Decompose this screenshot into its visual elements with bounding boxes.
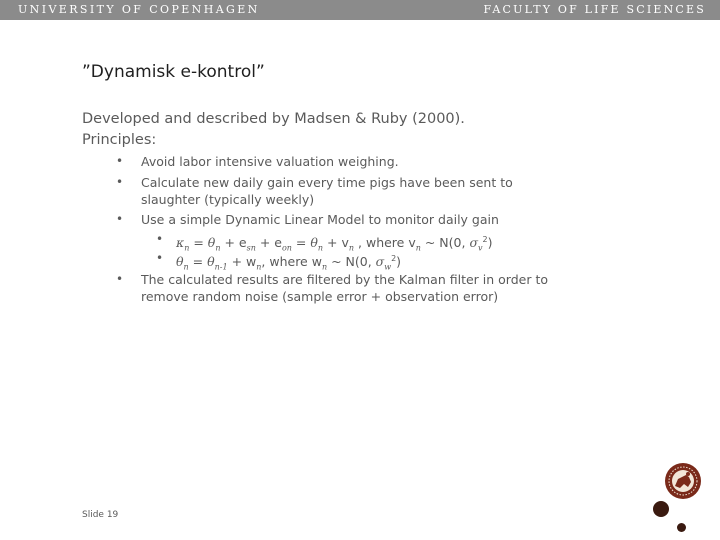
sub-bullet-marker: •	[156, 251, 164, 265]
bullet-marker: •	[116, 154, 124, 168]
slide-number: Slide 19	[82, 510, 119, 520]
bullet-item-continued: slaughter (typically weekly)	[141, 192, 315, 207]
bullet-item: The calculated results are filtered by the Kalman filter in order to	[141, 272, 549, 287]
slide-title: ”Dynamisk e-kontrol”	[82, 62, 265, 82]
header-bar	[0, 0, 720, 20]
intro-text	[82, 109, 465, 151]
university-seal-logo	[664, 462, 702, 500]
bullet-marker: •	[116, 175, 124, 189]
bullet-marker: •	[116, 212, 124, 226]
bullet-item: Avoid labor intensive valuation weighing.	[141, 154, 399, 169]
bullet-item: Calculate new daily gain every time pigs have been sent to	[141, 175, 513, 190]
university-name: UNIVERSITY OF COPENHAGEN	[18, 3, 260, 16]
bullet-item-continued: remove random noise (sample error + observation error)	[141, 289, 499, 304]
bullet-marker: •	[116, 272, 124, 286]
decorative-dot	[653, 501, 669, 517]
intro-line: Principles:	[82, 132, 157, 148]
model-equation-observation: $\kappa_n = \theta_n + e_{sn} + e_{on} = \theta_n + v_n$ , where $v_n$ ~ N(0, $\sigma_v^2$)	[176, 235, 493, 253]
model-equation-system: $\theta_n = \theta_{n-1} + w_n$, where $w_n$ ~ N(0, $\sigma_w^2$)	[176, 254, 402, 272]
intro-line: Developed and described by Madsen & Ruby (2000).	[82, 111, 465, 127]
decorative-dot	[677, 523, 686, 532]
bullet-item: Use a simple Dynamic Linear Model to monitor daily gain	[141, 212, 499, 227]
faculty-name: FACULTY OF LIFE SCIENCES	[483, 3, 706, 16]
sub-bullet-marker: •	[156, 232, 164, 246]
